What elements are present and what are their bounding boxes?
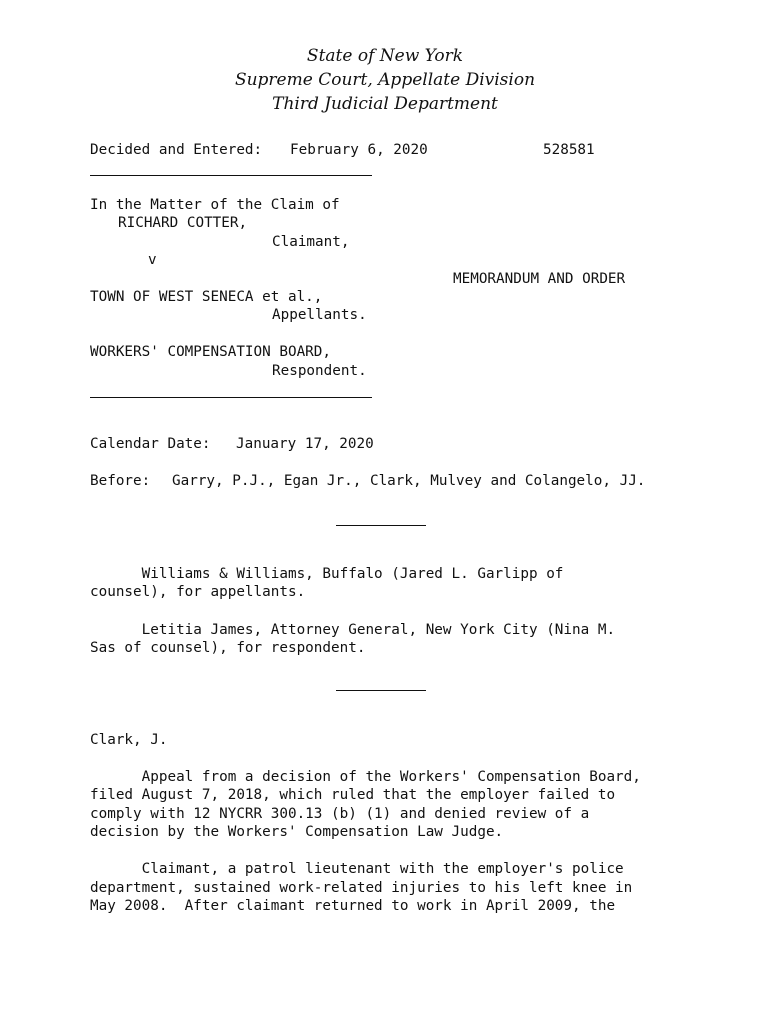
decided-label: Decided and Entered: bbox=[90, 142, 263, 158]
section-divider-1 bbox=[336, 525, 426, 526]
appellant-role: Appellants. bbox=[272, 307, 367, 323]
respondent-role: Respondent. bbox=[272, 363, 367, 379]
caption-matter-line: In the Matter of the Claim of bbox=[90, 197, 340, 213]
calendar-label: Calendar Date: bbox=[90, 436, 211, 452]
opinion-paragraph-1-line: filed August 7, 2018, which ruled that the employer failed to bbox=[90, 787, 616, 803]
claimant-role: Claimant, bbox=[272, 234, 350, 250]
panel-judges: Garry, P.J., Egan Jr., Clark, Mulvey and Colangelo, JJ. bbox=[172, 473, 646, 489]
opinion-paragraph-2-line: department, sustained work-related injuries to his left knee in bbox=[90, 880, 633, 896]
opinion-paragraph-1-line: decision by the Workers' Compensation Law Judge. bbox=[90, 824, 504, 840]
section-divider-2 bbox=[336, 690, 426, 691]
before-label: Before: bbox=[90, 473, 151, 489]
opinion-paragraph-1-line: comply with 12 NYCRR 300.13 (b) (1) and denied review of a bbox=[90, 806, 590, 822]
opinion-paragraph-2-line: Claimant, a patrol lieutenant with the employer's police bbox=[90, 861, 624, 877]
court-name: Supreme Court, Appellate Division bbox=[234, 70, 536, 90]
decided-date: February 6, 2020 bbox=[290, 142, 428, 158]
opinion-paragraph-1-line: Appeal from a decision of the Workers' Compensation Board, bbox=[90, 769, 641, 785]
versus: v bbox=[148, 252, 157, 268]
opinion-paragraph-2-line: May 2008. After claimant returned to work in April 2009, the bbox=[90, 898, 616, 914]
counsel-appellants-line-2: counsel), for appellants. bbox=[90, 584, 306, 600]
caption-bottom-rule bbox=[90, 397, 372, 398]
appellant-name: TOWN OF WEST SENECA et al., bbox=[90, 289, 323, 305]
counsel-appellants-line-1: Williams & Williams, Buffalo (Jared L. Garlipp of bbox=[90, 566, 564, 582]
calendar-date: January 17, 2020 bbox=[236, 436, 374, 452]
order-type: MEMORANDUM AND ORDER bbox=[453, 271, 626, 287]
court-department: Third Judicial Department bbox=[272, 94, 498, 114]
docket-number: 528581 bbox=[543, 142, 595, 158]
claimant-name: RICHARD COTTER, bbox=[118, 215, 248, 231]
respondent-name: WORKERS' COMPENSATION BOARD, bbox=[90, 344, 332, 360]
court-state: State of New York bbox=[306, 46, 464, 66]
counsel-respondent-line-2: Sas of counsel), for respondent. bbox=[90, 640, 366, 656]
caption-top-rule bbox=[90, 175, 372, 176]
counsel-respondent-line-1: Letitia James, Attorney General, New York City (Nina M. bbox=[90, 622, 616, 638]
opinion-author: Clark, J. bbox=[90, 732, 168, 748]
